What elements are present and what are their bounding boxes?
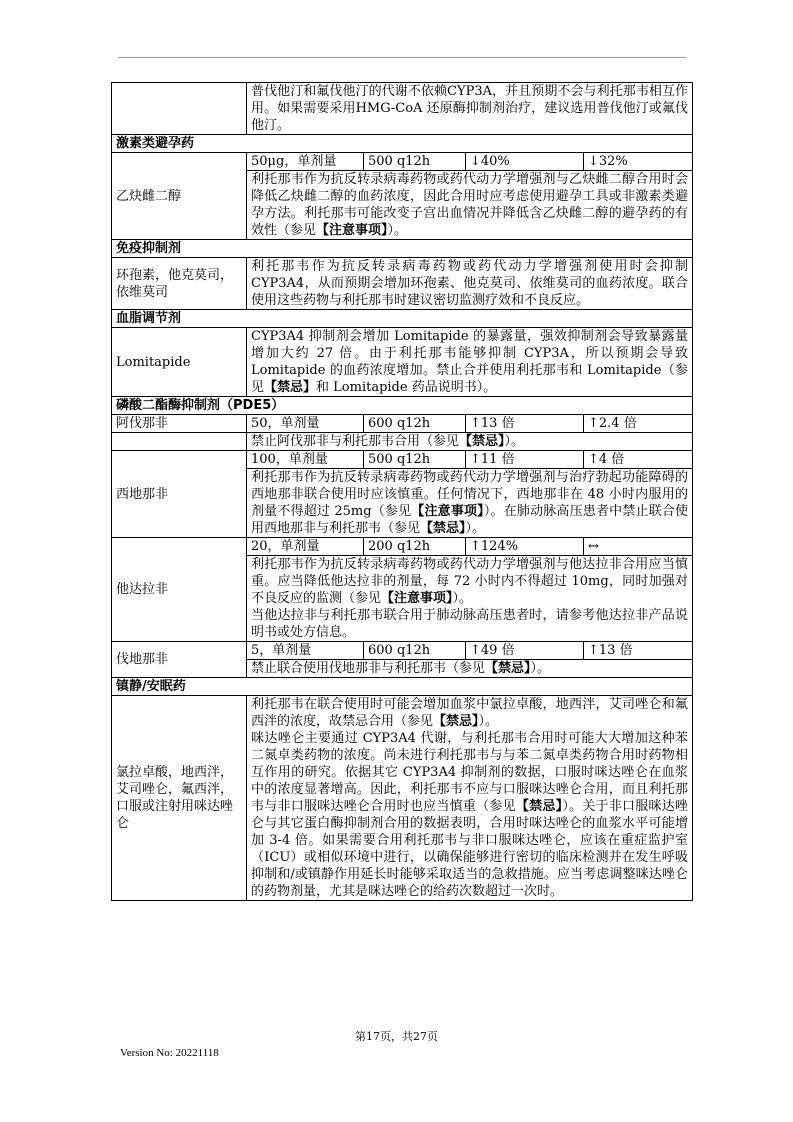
drug-name-ethinylestradiol: 乙炔雌二醇 [112, 153, 247, 240]
tadalafil-note: 利托那韦作为抗反转录病毒药物或药代动力学增强剂与他达拉非合用应当慎重。应当降低他达拉非的剂量，每 72 小时内不得超过 10mg，同时加强对不良反应的监测（参见【注意事项】）。 当他达拉非与利托那韦联合用于肺动脉高压患者时，请参考他达拉非产品说明书或处方信息。 [247, 556, 693, 642]
lomitapide-note: CYP3A4 抑制剂会增加 Lomitapide 的暴露量，强效抑制剂会导致暴露量增加大约 27 倍。由于利托那韦能够抑制 CYP3A，所以预期会导致 Lomitapide 的血药浓度增加。禁止合并使用利托那韦和 Lomitapide（参见【禁忌】和 Lomitapide 药品说明书）。 [247, 328, 693, 397]
cmax-cell: ↑4 倍 [584, 451, 693, 469]
regimen-cell: 500 q12h [364, 153, 466, 171]
statin-note: 普伐他汀和氟伐他汀的代谢不依赖CYP3A，并且预期不会与利托那韦相互作用。如果需要采用HMG-CoA 还原酶抑制剂治疗，建议选用普伐他汀或氟伐他汀。 [247, 83, 693, 135]
category-contraceptive: 激素类避孕药 [112, 135, 693, 153]
cmax-cell: ↔ [584, 538, 693, 556]
table-row [112, 153, 693, 171]
table-row [112, 696, 693, 901]
category-immunosuppressant: 免疫抑制剂 [112, 240, 693, 258]
table-row [112, 433, 693, 451]
auc-cell: ↑49 倍 [466, 642, 584, 660]
table-row [112, 642, 693, 660]
immunosuppressant-note: 利托那韦作为抗反转录病毒药物或药代动力学增强剂使用时会抑制CYP3A4，从而预期会增加环孢素、他克莫司、依维莫司的血药浓度。联合使用这些药物与利托那韦时建议密切监测疗效和不良反应。 [247, 258, 693, 310]
avanafil-note: 禁止阿伐那非与利托那韦合用（参见【禁忌】）。 [247, 433, 693, 451]
drug-name-immunosuppressants: 环孢素，他克莫司，依维莫司 [112, 258, 247, 310]
regimen-cell: 200 q12h [364, 538, 466, 556]
cmax-cell: ↑2.4 倍 [584, 415, 693, 433]
sedative-note: 利托那韦在联合使用时可能会增加血浆中氯拉卓酸，地西泮，艾司唑仑和氟西泮的浓度，故禁忌合用（参见【禁忌】）。 咪达唑仑主要通过 CYP3A4 代谢，与利托那韦合用时可能大大增加这种苯二氮卓类药物的浓度。尚未进行利托那韦与与苯二氮卓类药物合用时药物相互作用的研究。依据其它 CYP3A4 抑制剂的数据，口服时咪达唑仑在血浆中的浓度显著增高。因此，利托那韦不应与口服咪达唑仑合用，而且利托那韦与非口服咪达唑仑合用时也应当慎重（参见【禁忌】）。关于非口服咪达唑仑与其它蛋白酶抑制剂合用的数据表明，合用时咪达唑仑的血浆水平可能增加 3-4 倍。如果需要合用利托那韦与非口服咪达唑仑，应该在重症监护室（ICU）或相似环境中进行，以确保能够进行密切的临床检测并在发生呼吸抑制和/或镇静作用延长时能够采取适当的急救措施。应当考虑调整咪达唑仑的药物剂量，尤其是咪达唑仑的给药次数超过一次时。 [247, 696, 693, 901]
dose-cell: 20，单剂量 [247, 538, 364, 556]
page-number: 第17页，共27页 [355, 1030, 438, 1043]
drug-name-avanafil: 阿伐那非 [112, 415, 247, 433]
table-row [112, 678, 693, 696]
table-row [112, 310, 693, 328]
category-pde5: 磷酸二酯酶抑制剂（PDE5） [112, 397, 693, 415]
drug-name-sildenafil: 西地那非 [112, 451, 247, 538]
auc-cell: ↓40% [466, 153, 584, 171]
table-row [112, 135, 693, 153]
category-lipid-modifier: 血脂调节剂 [112, 310, 693, 328]
dose-cell: 5，单剂量 [247, 642, 364, 660]
table-row [112, 451, 693, 469]
cmax-cell: ↑13 倍 [584, 642, 693, 660]
header-rule [118, 57, 686, 58]
table-row [112, 415, 693, 433]
drug-name-sedatives: 氯拉卓酸，地西泮，艾司唑仑，氟西泮，口服或注射用咪达唑仑 [112, 696, 247, 901]
table-row [112, 258, 693, 310]
regimen-cell: 500 q12h [364, 451, 466, 469]
dose-cell: 50μg，单剂量 [247, 153, 364, 171]
drug-interaction-table [111, 82, 693, 901]
auc-cell: ↑11 倍 [466, 451, 584, 469]
vardenafil-note: 禁止联合使用伐地那非与利托那韦（参见【禁忌】）。 [247, 660, 693, 678]
version-number: Version No: 20221118 [120, 1047, 219, 1059]
dose-cell: 100，单剂量 [247, 451, 364, 469]
category-sedative: 镇静/安眠药 [112, 678, 693, 696]
drug-name-tadalafil: 他达拉非 [112, 538, 247, 642]
regimen-cell: 600 q12h [364, 415, 466, 433]
regimen-cell: 600 q12h [364, 642, 466, 660]
auc-cell: ↑124% [466, 538, 584, 556]
table-row [112, 83, 693, 135]
auc-cell: ↑13 倍 [466, 415, 584, 433]
table-row [112, 538, 693, 556]
cmax-cell: ↓32% [584, 153, 693, 171]
table-row [112, 240, 693, 258]
table-row [112, 328, 693, 397]
ethinylestradiol-note: 利托那韦作为抗反转录病毒药物或药代动力学增强剂与乙炔雌二醇合用时会降低乙炔雌二醇的血药浓度，因此合用时应考虑使用避孕工具或非激素类避孕方法。利托那韦可能改变子宫出血情况并降低含乙炔雌二醇的避孕药的有效性（参见【注意事项】）。 [247, 171, 693, 240]
table-row [112, 397, 693, 415]
drug-name-vardenafil: 伐地那非 [112, 642, 247, 678]
drug-name-lomitapide: Lomitapide [112, 328, 247, 397]
sildenafil-note: 利托那韦作为抗反转录病毒药物或药代动力学增强剂与治疗勃起功能障碍的西地那非联合使用时应该慎重。任何情况下，西地那非在 48 小时内服用的剂量不得超过 25mg（参见【注意事项】）。在肺动脉高压患者中禁止联合使用西地那非与利托那韦（参见【禁忌】）。 [247, 469, 693, 538]
dose-cell: 50，单剂量 [247, 415, 364, 433]
